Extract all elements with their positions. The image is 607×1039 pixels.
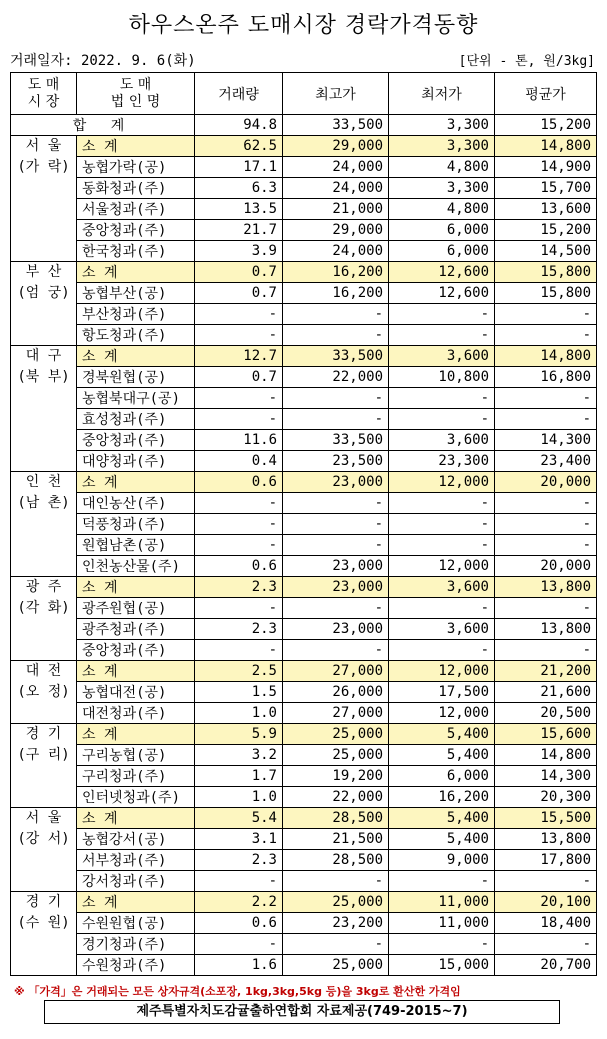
- corp-name-cell: 소 계: [77, 472, 195, 493]
- page-title: 하우스온주 도매시장 경락가격동향: [128, 13, 479, 38]
- subtotal-row: [11, 577, 597, 598]
- corp-name-cell: 소 계: [77, 346, 195, 367]
- corp-name-cell: 경기청과(주): [77, 934, 195, 955]
- table-row: [11, 409, 597, 430]
- volume-cell: 2.5: [195, 661, 283, 682]
- min-price-cell: 17,500: [389, 682, 495, 703]
- corp-name-cell: 농협대전(공): [77, 682, 195, 703]
- volume-cell: 2.3: [195, 619, 283, 640]
- market-name: 대 전 (오 정): [11, 661, 77, 724]
- source-credit: 제주특별자치도감귤출하연합회 자료제공(749-2015~7): [44, 1000, 560, 1024]
- corp-name-cell: 한국청과(주): [77, 241, 195, 262]
- volume-cell: 0.4: [195, 451, 283, 472]
- avg-price-cell: 18,400: [495, 913, 597, 934]
- min-price-cell: 3,600: [389, 619, 495, 640]
- table-row: [11, 640, 597, 661]
- header-avg: 평균가: [495, 73, 597, 115]
- corp-name-cell: 인터넷청과(주): [77, 787, 195, 808]
- avg-price-cell: -: [495, 871, 597, 892]
- table-row: [11, 745, 597, 766]
- min-price-cell: 12,000: [389, 703, 495, 724]
- subtotal-row: [11, 136, 597, 157]
- min-price-cell: 11,000: [389, 913, 495, 934]
- corp-name-cell: 항도청과(주): [77, 325, 195, 346]
- total-avg: 15,200: [495, 115, 597, 136]
- avg-price-cell: 14,800: [495, 346, 597, 367]
- min-price-cell: 12,000: [389, 472, 495, 493]
- volume-cell: -: [195, 871, 283, 892]
- min-price-cell: 15,000: [389, 955, 495, 976]
- market-name: 광 주 (각 화): [11, 577, 77, 661]
- min-price-cell: 12,600: [389, 262, 495, 283]
- corp-name-cell: 구리청과(주): [77, 766, 195, 787]
- corp-name-cell: 소 계: [77, 892, 195, 913]
- min-price-cell: 3,600: [389, 346, 495, 367]
- volume-cell: 1.0: [195, 787, 283, 808]
- table-row: [11, 787, 597, 808]
- volume-cell: 17.1: [195, 157, 283, 178]
- avg-price-cell: 20,700: [495, 955, 597, 976]
- max-price-cell: 23,000: [283, 556, 389, 577]
- avg-price-cell: 21,200: [495, 661, 597, 682]
- avg-price-cell: 13,600: [495, 199, 597, 220]
- min-price-cell: -: [389, 493, 495, 514]
- header-market: 도 매 시 장: [11, 73, 77, 115]
- corp-name-cell: 인천농산물(주): [77, 556, 195, 577]
- min-price-cell: 23,300: [389, 451, 495, 472]
- volume-cell: -: [195, 304, 283, 325]
- max-price-cell: 25,000: [283, 955, 389, 976]
- subtotal-row: [11, 808, 597, 829]
- max-price-cell: 23,200: [283, 913, 389, 934]
- max-price-cell: 21,000: [283, 199, 389, 220]
- table-row: [11, 619, 597, 640]
- corp-name-cell: 광주청과(주): [77, 619, 195, 640]
- table-row: [11, 934, 597, 955]
- table-row: [11, 178, 597, 199]
- min-price-cell: 12,000: [389, 661, 495, 682]
- volume-cell: 2.2: [195, 892, 283, 913]
- header-min: 최저가: [389, 73, 495, 115]
- max-price-cell: -: [283, 409, 389, 430]
- min-price-cell: 6,000: [389, 241, 495, 262]
- volume-cell: 6.3: [195, 178, 283, 199]
- market-name: 부 산 (엄 궁): [11, 262, 77, 346]
- avg-price-cell: -: [495, 388, 597, 409]
- volume-cell: -: [195, 514, 283, 535]
- price-note: ※ 「가격」은 거래되는 모든 상자규격(소포장, 1kg,3kg,5kg 등)을 3kg로 환산한 가격임: [14, 985, 461, 998]
- avg-price-cell: -: [495, 493, 597, 514]
- volume-cell: 1.0: [195, 703, 283, 724]
- min-price-cell: 5,400: [389, 745, 495, 766]
- volume-cell: 0.7: [195, 283, 283, 304]
- corp-name-cell: 소 계: [77, 577, 195, 598]
- market-name: 대 구 (북 부): [11, 346, 77, 472]
- avg-price-cell: 15,800: [495, 283, 597, 304]
- volume-cell: 11.6: [195, 430, 283, 451]
- table-row: [11, 955, 597, 976]
- volume-cell: 3.9: [195, 241, 283, 262]
- max-price-cell: 21,500: [283, 829, 389, 850]
- min-price-cell: 4,800: [389, 199, 495, 220]
- corp-name-cell: 서울청과(주): [77, 199, 195, 220]
- min-price-cell: 10,800: [389, 367, 495, 388]
- max-price-cell: 23,500: [283, 451, 389, 472]
- table-row: [11, 388, 597, 409]
- subtotal-row: [11, 346, 597, 367]
- table-row: [11, 283, 597, 304]
- max-price-cell: 23,000: [283, 472, 389, 493]
- avg-price-cell: 14,500: [495, 241, 597, 262]
- max-price-cell: -: [283, 388, 389, 409]
- min-price-cell: 6,000: [389, 766, 495, 787]
- subtotal-row: [11, 892, 597, 913]
- corp-name-cell: 수원원협(공): [77, 913, 195, 934]
- min-price-cell: 12,000: [389, 556, 495, 577]
- max-price-cell: 29,000: [283, 220, 389, 241]
- subtotal-row: [11, 262, 597, 283]
- corp-name-cell: 소 계: [77, 661, 195, 682]
- avg-price-cell: 14,300: [495, 766, 597, 787]
- corp-name-cell: 대양청과(주): [77, 451, 195, 472]
- avg-price-cell: 14,300: [495, 430, 597, 451]
- max-price-cell: -: [283, 493, 389, 514]
- corp-name-cell: 원협남촌(공): [77, 535, 195, 556]
- header-volume: 거래량: [195, 73, 283, 115]
- corp-name-cell: 수원청과(주): [77, 955, 195, 976]
- avg-price-cell: 20,100: [495, 892, 597, 913]
- volume-cell: 2.3: [195, 577, 283, 598]
- max-price-cell: 25,000: [283, 892, 389, 913]
- table-row: [11, 157, 597, 178]
- volume-cell: 0.6: [195, 556, 283, 577]
- volume-cell: -: [195, 388, 283, 409]
- volume-cell: -: [195, 409, 283, 430]
- total-volume: 94.8: [195, 115, 283, 136]
- table-row: [11, 430, 597, 451]
- avg-price-cell: 20,300: [495, 787, 597, 808]
- max-price-cell: 24,000: [283, 157, 389, 178]
- min-price-cell: -: [389, 535, 495, 556]
- min-price-cell: 12,600: [389, 283, 495, 304]
- max-price-cell: 22,000: [283, 367, 389, 388]
- corp-name-cell: 농협가락(공): [77, 157, 195, 178]
- avg-price-cell: -: [495, 598, 597, 619]
- volume-cell: 3.2: [195, 745, 283, 766]
- volume-cell: 5.9: [195, 724, 283, 745]
- volume-cell: 2.3: [195, 850, 283, 871]
- max-price-cell: 33,500: [283, 346, 389, 367]
- max-price-cell: -: [283, 514, 389, 535]
- table-row: [11, 682, 597, 703]
- max-price-cell: -: [283, 871, 389, 892]
- min-price-cell: 11,000: [389, 892, 495, 913]
- avg-price-cell: 20,000: [495, 472, 597, 493]
- corp-name-cell: 부산청과(주): [77, 304, 195, 325]
- min-price-cell: -: [389, 598, 495, 619]
- min-price-cell: 9,000: [389, 850, 495, 871]
- table-row: [11, 556, 597, 577]
- total-label: 합 계: [11, 115, 195, 136]
- volume-cell: 0.7: [195, 367, 283, 388]
- table-row: [11, 199, 597, 220]
- max-price-cell: 28,500: [283, 808, 389, 829]
- volume-cell: 13.5: [195, 199, 283, 220]
- table-row: [11, 913, 597, 934]
- max-price-cell: 22,000: [283, 787, 389, 808]
- table-row: [11, 598, 597, 619]
- max-price-cell: 33,500: [283, 430, 389, 451]
- avg-price-cell: 16,800: [495, 367, 597, 388]
- table-row: [11, 871, 597, 892]
- min-price-cell: 3,300: [389, 136, 495, 157]
- corp-name-cell: 농협강서(공): [77, 829, 195, 850]
- max-price-cell: 29,000: [283, 136, 389, 157]
- subtotal-row: [11, 472, 597, 493]
- corp-name-cell: 소 계: [77, 808, 195, 829]
- max-price-cell: -: [283, 934, 389, 955]
- unit-label: [단위 - 톤, 원/3kg]: [458, 54, 595, 69]
- min-price-cell: -: [389, 325, 495, 346]
- corp-name-cell: 소 계: [77, 262, 195, 283]
- avg-price-cell: 13,800: [495, 577, 597, 598]
- avg-price-cell: 13,800: [495, 829, 597, 850]
- min-price-cell: -: [389, 934, 495, 955]
- max-price-cell: 26,000: [283, 682, 389, 703]
- table-body: [11, 115, 597, 976]
- volume-cell: 0.7: [195, 262, 283, 283]
- max-price-cell: -: [283, 304, 389, 325]
- max-price-cell: 25,000: [283, 745, 389, 766]
- max-price-cell: 23,000: [283, 577, 389, 598]
- avg-price-cell: 15,600: [495, 724, 597, 745]
- min-price-cell: -: [389, 514, 495, 535]
- corp-name-cell: 경북원협(공): [77, 367, 195, 388]
- corp-name-cell: 강서청과(주): [77, 871, 195, 892]
- avg-price-cell: 15,800: [495, 262, 597, 283]
- volume-cell: 3.1: [195, 829, 283, 850]
- avg-price-cell: -: [495, 409, 597, 430]
- min-price-cell: -: [389, 388, 495, 409]
- volume-cell: 12.7: [195, 346, 283, 367]
- max-price-cell: -: [283, 535, 389, 556]
- market-name: 인 천 (남 촌): [11, 472, 77, 577]
- max-price-cell: -: [283, 640, 389, 661]
- corp-name-cell: 효성청과(주): [77, 409, 195, 430]
- total-row: [11, 115, 597, 136]
- market-name: 경 기 (수 원): [11, 892, 77, 976]
- max-price-cell: 24,000: [283, 241, 389, 262]
- market-name: 서 울 (강 서): [11, 808, 77, 892]
- market-name: 경 기 (구 리): [11, 724, 77, 808]
- table-row: [11, 325, 597, 346]
- avg-price-cell: 23,400: [495, 451, 597, 472]
- table-row: [11, 220, 597, 241]
- volume-cell: 1.6: [195, 955, 283, 976]
- avg-price-cell: 20,500: [495, 703, 597, 724]
- total-max: 33,500: [283, 115, 389, 136]
- avg-price-cell: 15,200: [495, 220, 597, 241]
- corp-name-cell: 농협북대구(공): [77, 388, 195, 409]
- max-price-cell: 16,200: [283, 283, 389, 304]
- max-price-cell: 25,000: [283, 724, 389, 745]
- table-row: [11, 514, 597, 535]
- avg-price-cell: -: [495, 535, 597, 556]
- trade-date: 거래일자: 2022. 9. 6(화): [10, 53, 196, 69]
- corp-name-cell: 소 계: [77, 136, 195, 157]
- max-price-cell: -: [283, 598, 389, 619]
- volume-cell: -: [195, 598, 283, 619]
- avg-price-cell: 21,600: [495, 682, 597, 703]
- corp-name-cell: 대전청과(주): [77, 703, 195, 724]
- price-table: [10, 72, 597, 976]
- max-price-cell: 27,000: [283, 661, 389, 682]
- corp-name-cell: 광주원협(공): [77, 598, 195, 619]
- min-price-cell: 5,400: [389, 808, 495, 829]
- corp-name-cell: 농협부산(공): [77, 283, 195, 304]
- volume-cell: -: [195, 934, 283, 955]
- volume-cell: 0.6: [195, 472, 283, 493]
- table-row: [11, 766, 597, 787]
- avg-price-cell: 14,900: [495, 157, 597, 178]
- min-price-cell: -: [389, 871, 495, 892]
- subtotal-row: [11, 661, 597, 682]
- corp-name-cell: 대인농산(주): [77, 493, 195, 514]
- min-price-cell: 4,800: [389, 157, 495, 178]
- min-price-cell: 6,000: [389, 220, 495, 241]
- total-min: 3,300: [389, 115, 495, 136]
- avg-price-cell: -: [495, 934, 597, 955]
- avg-price-cell: 20,000: [495, 556, 597, 577]
- min-price-cell: -: [389, 304, 495, 325]
- table-row: [11, 451, 597, 472]
- volume-cell: -: [195, 493, 283, 514]
- avg-price-cell: 14,800: [495, 745, 597, 766]
- table-row: [11, 304, 597, 325]
- volume-cell: 21.7: [195, 220, 283, 241]
- corp-name-cell: 동화청과(주): [77, 178, 195, 199]
- avg-price-cell: -: [495, 514, 597, 535]
- avg-price-cell: 14,800: [495, 136, 597, 157]
- header-corp: 도 매 법 인 명: [77, 73, 195, 115]
- table-row: [11, 493, 597, 514]
- market-name: 서 울 (가 락): [11, 136, 77, 262]
- table-row: [11, 367, 597, 388]
- max-price-cell: 19,200: [283, 766, 389, 787]
- table-row: [11, 535, 597, 556]
- volume-cell: 0.6: [195, 913, 283, 934]
- subtotal-row: [11, 724, 597, 745]
- max-price-cell: 16,200: [283, 262, 389, 283]
- volume-cell: 1.5: [195, 682, 283, 703]
- corp-name-cell: 구리농협(공): [77, 745, 195, 766]
- corp-name-cell: 중앙청과(주): [77, 220, 195, 241]
- avg-price-cell: -: [495, 325, 597, 346]
- min-price-cell: 3,300: [389, 178, 495, 199]
- corp-name-cell: 덕풍청과(주): [77, 514, 195, 535]
- table-row: [11, 703, 597, 724]
- min-price-cell: -: [389, 409, 495, 430]
- min-price-cell: 3,600: [389, 430, 495, 451]
- table-row: [11, 829, 597, 850]
- max-price-cell: 28,500: [283, 850, 389, 871]
- avg-price-cell: -: [495, 640, 597, 661]
- max-price-cell: 27,000: [283, 703, 389, 724]
- max-price-cell: -: [283, 325, 389, 346]
- min-price-cell: 5,400: [389, 829, 495, 850]
- avg-price-cell: 13,800: [495, 619, 597, 640]
- min-price-cell: 3,600: [389, 577, 495, 598]
- min-price-cell: -: [389, 640, 495, 661]
- volume-cell: -: [195, 535, 283, 556]
- volume-cell: 5.4: [195, 808, 283, 829]
- volume-cell: 62.5: [195, 136, 283, 157]
- max-price-cell: 24,000: [283, 178, 389, 199]
- volume-cell: -: [195, 325, 283, 346]
- volume-cell: 1.7: [195, 766, 283, 787]
- avg-price-cell: 15,500: [495, 808, 597, 829]
- corp-name-cell: 중앙청과(주): [77, 640, 195, 661]
- volume-cell: -: [195, 640, 283, 661]
- header-row: [11, 73, 597, 115]
- table-row: [11, 241, 597, 262]
- avg-price-cell: 17,800: [495, 850, 597, 871]
- avg-price-cell: 15,700: [495, 178, 597, 199]
- avg-price-cell: -: [495, 304, 597, 325]
- corp-name-cell: 소 계: [77, 724, 195, 745]
- header-max: 최고가: [283, 73, 389, 115]
- max-price-cell: 23,000: [283, 619, 389, 640]
- corp-name-cell: 서부청과(주): [77, 850, 195, 871]
- min-price-cell: 16,200: [389, 787, 495, 808]
- corp-name-cell: 중앙청과(주): [77, 430, 195, 451]
- table-row: [11, 850, 597, 871]
- min-price-cell: 5,400: [389, 724, 495, 745]
